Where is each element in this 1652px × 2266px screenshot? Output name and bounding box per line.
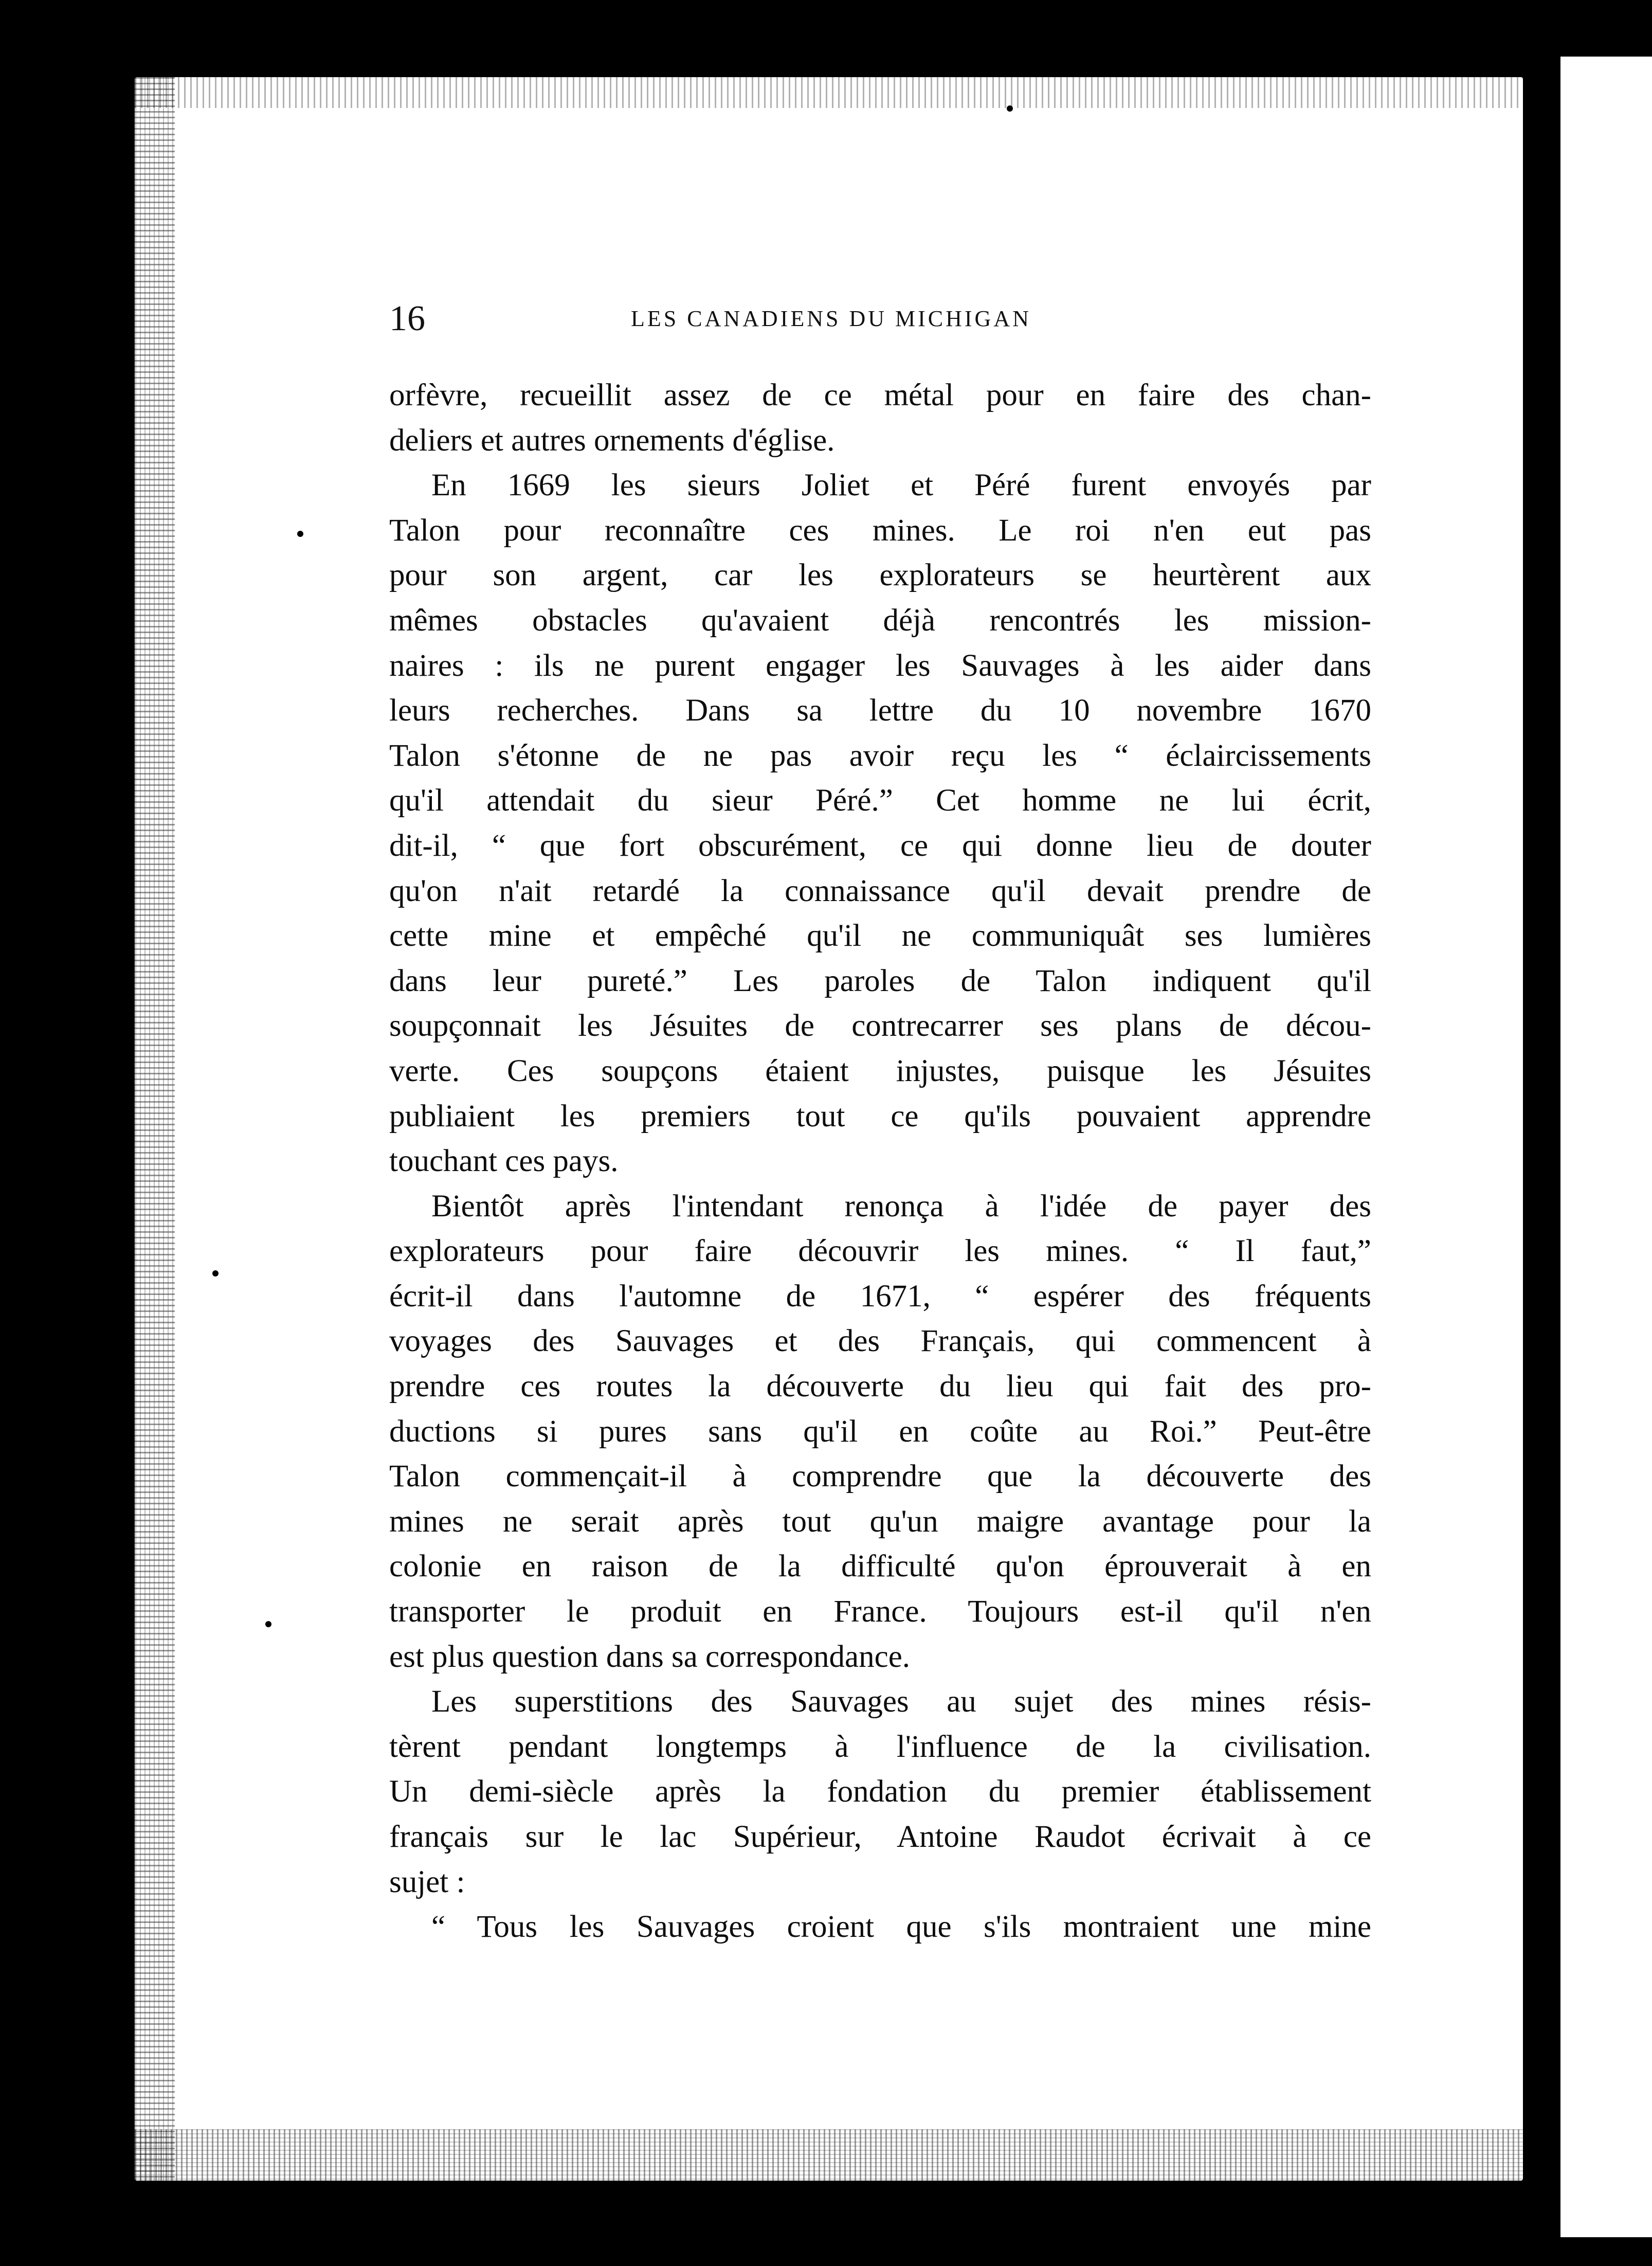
text-line: français sur le lac Supérieur, Antoine Raudot écrivait à ce — [389, 1820, 1371, 1854]
scan-noise-bottom — [135, 2129, 1523, 2196]
text-line: mines ne serait après tout qu'un maigre avantage pour la — [389, 1504, 1371, 1539]
text-line: transporter le produit en France. Toujours est-il qu'il n'en — [389, 1594, 1371, 1629]
text-line: Les superstitions des Sauvages au sujet des mines résis- — [431, 1684, 1371, 1719]
body-text — [389, 373, 1371, 1950]
scan-noise-top — [135, 62, 1523, 108]
scan-speck — [212, 1270, 219, 1276]
text-line: deliers et autres ornements d'église. — [389, 423, 835, 458]
text-line: leurs recherches. Dans sa lettre du 10 novembre 1670 — [389, 693, 1371, 728]
text-line: sujet : — [389, 1864, 465, 1899]
scan-noise-left — [103, 62, 175, 2211]
text-line: soupçonnait les Jésuites de contrecarrer ses plans de décou- — [389, 1009, 1371, 1044]
text-line: qu'on n'ait retardé la connaissance qu'il devait prendre de — [389, 873, 1371, 908]
scan-speck — [265, 1621, 271, 1627]
scan-speck — [1007, 105, 1013, 112]
text-line: Talon s'étonne de ne pas avoir reçu les “ éclaircissements — [389, 738, 1371, 773]
text-line: dit-il, “ que fort obscurément, ce qui donne lieu de douter — [389, 828, 1371, 863]
text-line: cette mine et empêché qu'il ne communiquât ses lumières — [389, 919, 1371, 954]
text-line: pour son argent, car les explorateurs se heurtèrent aux — [389, 558, 1371, 593]
text-line: “ Tous les Sauvages croient que s'ils montraient une mine — [431, 1910, 1371, 1945]
text-line: dans leur pureté.” Les paroles de Talon indiquent qu'il — [389, 963, 1371, 998]
text-line: explorateurs pour faire découvrir les mines. “ Il faut,” — [389, 1234, 1371, 1269]
running-title: LES CANADIENS DU MICHIGAN — [631, 306, 1031, 331]
text-line: touchant ces pays. — [389, 1144, 619, 1179]
text-line: ductions si pures sans qu'il en coûte au Roi.” Peut-être — [389, 1414, 1371, 1449]
text-line: orfèvre, recueillit assez de ce métal pour en faire des chan- — [389, 378, 1371, 412]
text-line: En 1669 les sieurs Joliet et Péré furent envoyés par — [431, 468, 1371, 503]
scan-speck — [297, 531, 303, 537]
text-line: est plus question dans sa correspondance. — [389, 1639, 911, 1674]
text-line: Un demi-siècle après la fondation du premier établissement — [389, 1774, 1371, 1809]
adjacent-page-strip — [1545, 57, 1652, 2237]
text-line: colonie en raison de la difficulté qu'on éprouverait à en — [389, 1549, 1371, 1584]
running-head — [389, 296, 1371, 342]
text-line: mêmes obstacles qu'avaient déjà rencontrés les mission- — [389, 603, 1371, 638]
text-line: verte. Ces soupçons étaient injustes, puisque les Jésuites — [389, 1053, 1371, 1088]
text-line: écrit-il dans l'automne de 1671, “ espérer des fréquents — [389, 1279, 1371, 1314]
text-line: voyages des Sauvages et des Français, qui commencent à — [389, 1324, 1371, 1359]
text-line: naires : ils ne purent engager les Sauvages à les aider dans — [389, 648, 1371, 683]
text-line: Talon pour reconnaître ces mines. Le roi n'en eut pas — [389, 513, 1371, 548]
text-line: tèrent pendant longtemps à l'influence de la civilisation. — [389, 1729, 1371, 1764]
text-line: prendre ces routes la découverte du lieu qui fait des pro- — [389, 1369, 1371, 1404]
text-line: Talon commençait-il à comprendre que la découverte des — [389, 1459, 1371, 1494]
page-number: 16 — [389, 299, 425, 338]
text-line: qu'il attendait du sieur Péré.” Cet homme ne lui écrit, — [389, 783, 1371, 818]
text-line: publiaient les premiers tout ce qu'ils pouvaient apprendre — [389, 1099, 1371, 1134]
text-line: Bientôt après l'intendant renonça à l'idée de payer des — [431, 1189, 1371, 1224]
page-gutter — [1545, 57, 1560, 2237]
